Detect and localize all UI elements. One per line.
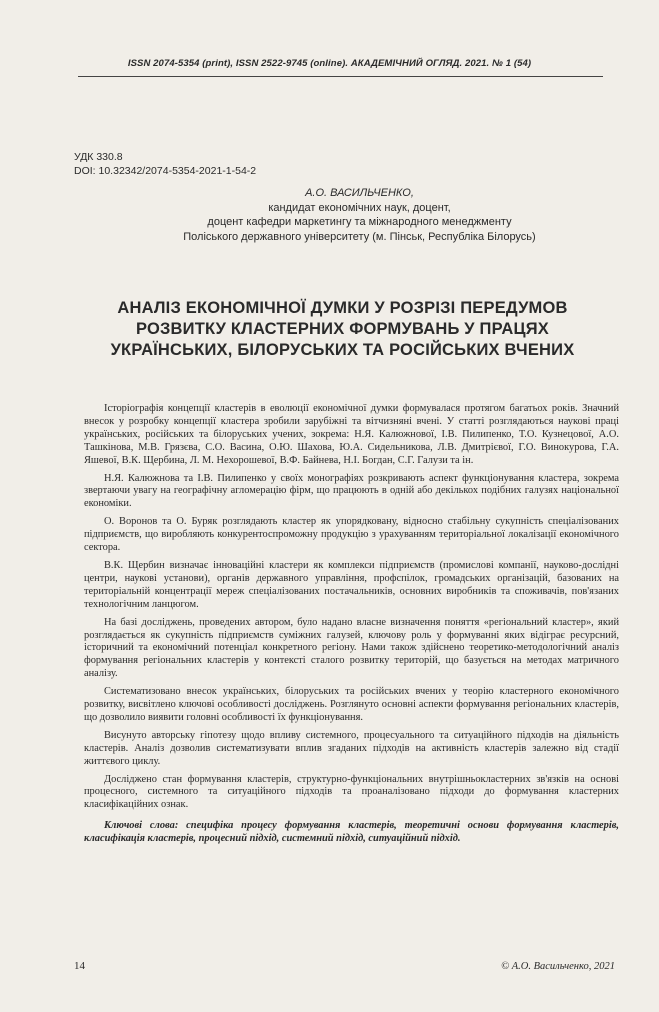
- abstract-paragraph: В.К. Щербин визначає інноваційні кластери як комплекси підприємств (промислові компанії, науково-дослідні центри, наукові установи), органів державного управління, профспілок, громадських організацій, базованих на територіальній концентрації мереж спеціалізованих постачальників, основних виробників та споживачів, пов'язаних технологічним ланцюгом.: [84, 559, 619, 610]
- article-meta: [74, 150, 256, 178]
- udk-code: УДК 330.8: [74, 151, 123, 163]
- author-affiliation: Поліського державного університету (м. Пінськ, Республіка Білорусь): [183, 230, 536, 243]
- author-name: А.О. ВАСИЛЬЧЕНКО,: [305, 187, 414, 199]
- title-line: РОЗВИТКУ КЛАСТЕРНИХ ФОРМУВАНЬ У ПРАЦЯХ: [135, 320, 550, 338]
- running-header: ISSN 2074-5354 (print), ISSN 2522-9745 (online). АКАДЕМІЧНИЙ ОГЛЯД. 2021. № 1 (54): [127, 58, 532, 69]
- abstract-paragraph: Історіографія концепції кластерів в еволюції економічної думки формувалася протягом багатьох років. Значний внесок у розробку концепції кластера зробили зарубіжні та вітчизняні вчені. У статті розглядаються наукові праці українських, російських та білоруських учених, зокрема: Н.Я. Калюжнової, І.В. Пилипенко, Т.О. Кузнецової, А.О. Ташкінова, М.В. Грязєва, С.О. Васина, О.Ю. Шахова, Ю.А. Сидельникова, Л.В. Дмитрієвої, Г.О. Винокурова, Г.А. Яшевої, В.К. Щербина, Л. М. Нехорошевої, В.Ф. Байнева, Н.І. Богдан, С.Г. Галузи та ін.: [84, 403, 619, 466]
- abstract-paragraph: Висунуто авторську гіпотезу щодо впливу системного, процесуального та ситуаційного підходів на діяльність кластерів. Аналіз дозволив систематизувати вплив згаданих підходів на активність кластерів залежно від стадії життєвого циклу.: [84, 729, 619, 767]
- title-line: АНАЛІЗ ЕКОНОМІЧНОЇ ДУМКИ У РОЗРІЗІ ПЕРЕДУМОВ: [117, 299, 568, 317]
- abstract-paragraph: Систематизовано внесок українських, білоруських та російських вчених у теорію кластерного економічного розвитку, висвітлено ключові особливості досліджень. Розглянуто основні аспекти формування регіональних кластерів, що дозволило виявити головні особливості їх функціонування.: [84, 686, 619, 723]
- author-position: доцент кафедри маркетингу та міжнародного менеджменту: [207, 216, 512, 229]
- title-line: УКРАЇНСЬКИХ, БІЛОРУСЬКИХ ТА РОСІЙСЬКИХ ВЧЕНИХ: [110, 341, 575, 359]
- page-number: 14: [74, 960, 85, 972]
- author-degree: кандидат економічних наук, доцент,: [268, 201, 451, 214]
- header-divider: [78, 76, 603, 77]
- abstract-paragraph: О. Воронов та О. Буряк розглядають кластер як упорядковану, відносно стабільну сукупність спеціалізованих підприємств, що виробляють конкурентоспроможну продукцію з урахуванням територіальної локалізації економічного сектора.: [84, 516, 619, 554]
- author-block: [0, 186, 659, 244]
- abstract-paragraph: Досліджено стан формування кластерів, структурно-функціональних внутрішньокластерних зв'язків на основі процесного, системного та ситуаційного підходів та проаналізовано підходи до формування кластерних класифікаційних ознак.: [84, 773, 619, 811]
- abstract-paragraph: На базі досліджень, проведених автором, було надано власне визначення поняття «регіональний кластер», який розглядається як сукупність підприємств суміжних галузей, ключову роль у формуванні яких відіграє ресурсний, історичний та економічний потенціал конкретного регіону. Нами також здійснено теоретико-методологічний аналіз формування регіональних кластерів у контексті сталого розвитку територій, що базується на методах матричного аналізу.: [84, 616, 619, 680]
- keywords: Ключові слова: специфіка процесу формування кластерів, теоретичні основи формування кластерів, класифікація кластерів, процесний підхід, системний підхід, ситуаційний підхід.: [84, 820, 619, 845]
- article-title: [60, 298, 625, 361]
- abstract-paragraph: Н.Я. Калюжнова та І.В. Пилипенко у своїх монографіях розкривають аспект функціонування кластера, зокрема звертаючи увагу на географічну агломерацію фірм, що працюють в одній або декількох подібних галузях національної економіки.: [84, 472, 619, 510]
- copyright-notice: © А.О. Васильченко, 2021: [501, 961, 615, 972]
- abstract-body: [84, 403, 619, 851]
- doi: DOI: 10.32342/2074-5354-2021-1-54-2: [74, 165, 257, 177]
